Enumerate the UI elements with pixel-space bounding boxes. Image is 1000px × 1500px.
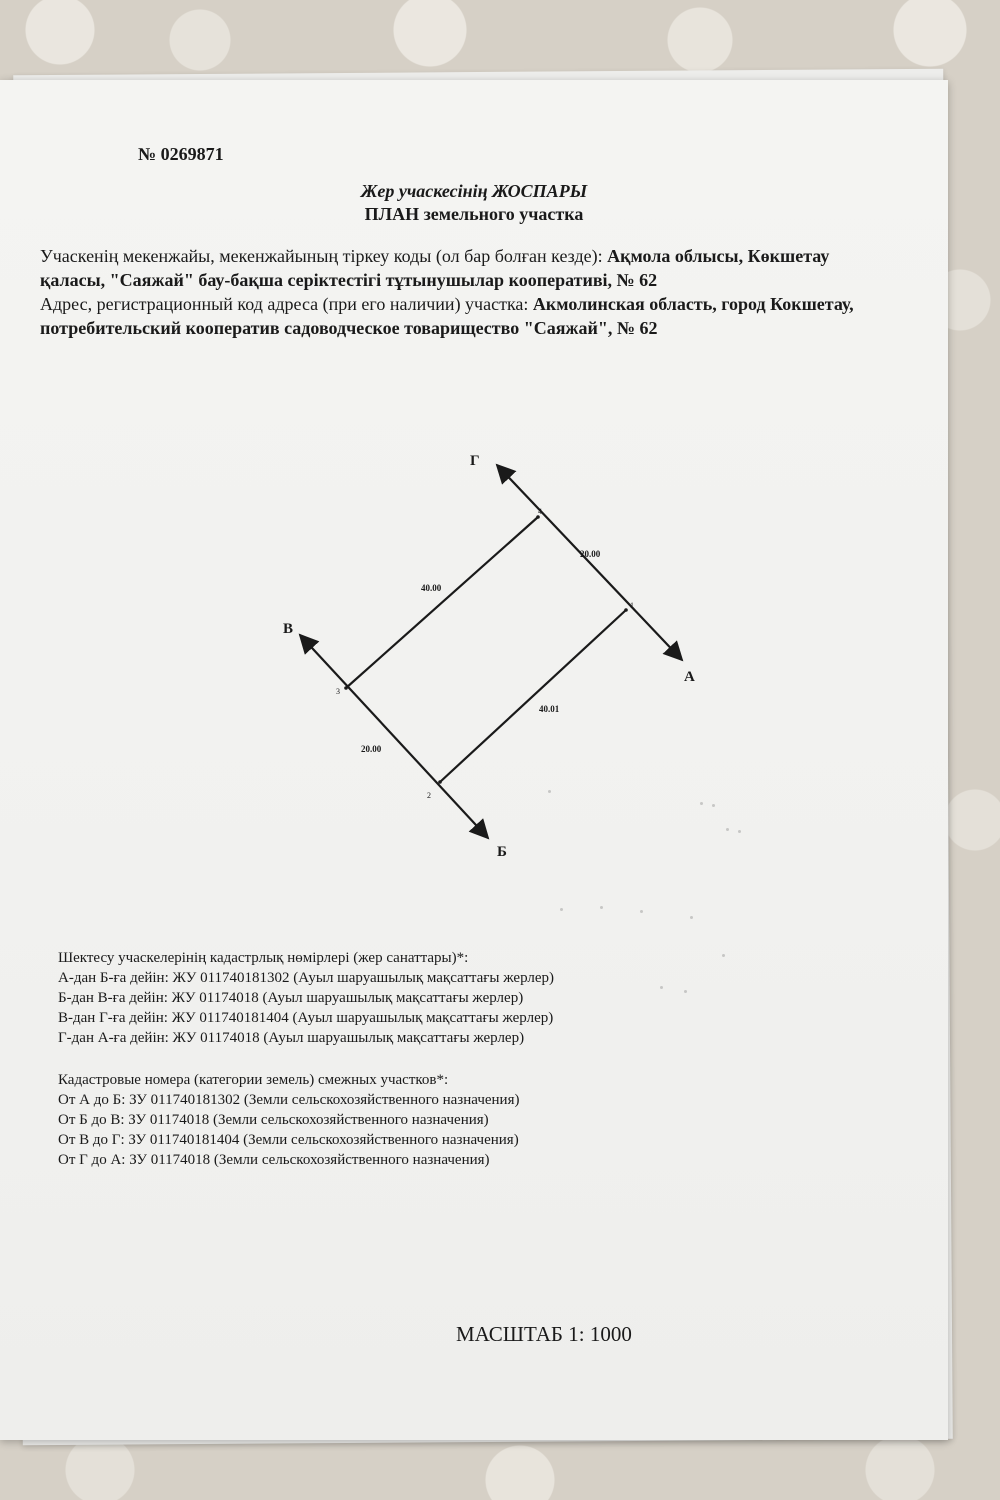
side-2-1 [440,610,626,782]
point-label-1: 1 [630,601,634,610]
adjacent-kazakh-item: Г-дан А-ға дейін: ЖУ 01174018 (Ауыл шаруашылық мақсаттағы жерлер) [58,1030,525,1046]
point-label-2: 2 [427,791,431,800]
address-russian-label: Адрес, регистрационный код адреса (при его наличии) участка: [40,294,533,314]
adjacent-kazakh-item: А-дан Б-ға дейін: ЖУ 011740181302 (Ауыл шаруашылық мақсаттағы жерлер) [58,970,555,986]
direction-label-b: Б [497,844,507,860]
document-number: № 0269871 [138,144,224,164]
list-spacer [58,1048,758,1070]
side-length-1-2: 40.01 [539,704,560,714]
adjacent-russian-item: От В до Г: ЗУ 011740181404 (Земли сельскохозяйственного назначения) [58,1132,519,1148]
adjacent-russian-item: От А до Б: ЗУ 011740181302 (Земли сельскохозяйственного назначения) [58,1092,520,1108]
direction-label-g: Г [470,453,480,469]
boundary-line-v-b [300,635,488,838]
boundary-line-g-a [497,465,682,660]
land-plot-plan-document [0,80,948,1440]
side-length-3-4: 40.00 [421,583,442,593]
adjacent-russian-item: От Б до В: ЗУ 01174018 (Земли сельскохозяйственного назначения) [58,1112,489,1128]
adjacent-russian-item: От Г до А: ЗУ 01174018 (Земли сельскохозяйственного назначения) [58,1152,490,1168]
direction-label-v: В [283,621,294,637]
point-label-3: 3 [336,687,340,696]
title-kazakh: Жер учаскесінің ЖОСПАРЫ [360,181,588,201]
plot-plan-drawing [0,80,948,1440]
adjacent-kazakh-heading: Шектесу учаскелерінің кадастрлық нөмірлері (жер санаттары)*: [58,950,469,966]
side-length-2-3: 20.00 [361,744,382,754]
vertex-marker-2 [438,780,442,784]
adjacent-plots-lists [58,948,758,1170]
address-kazakh-label: Учаскенің мекенжайы, мекенжайының тіркеу коды (ол бар болған кезде): [40,246,608,266]
adjacent-kazakh-item: В-дан Г-ға дейін: ЖУ 011740181404 (Ауыл шаруашылық мақсаттағы жерлер) [58,1010,554,1026]
vertex-marker-1 [624,608,628,612]
address-russian-value: Акмолинская область, город Кокшетау, потребительский кооператив садоводческое товарищество "Саяжай", № 62 [40,294,854,338]
adjacent-kazakh-item: Б-дан В-ға дейін: ЖУ 01174018 (Ауыл шаруашылық мақсаттағы жерлер) [58,990,524,1006]
adjacent-russian-heading: Кадастровые номера (категории земель) смежных участков*: [58,1072,449,1088]
title-russian: ПЛАН земельного участка [364,204,584,224]
point-label-4: 4 [538,507,542,516]
side-length-4-1: 20.00 [580,549,601,559]
direction-label-a: А [684,669,695,685]
scale-label: МАСШТАБ 1: 1000 [456,1322,632,1346]
side-3-4 [346,517,538,688]
address-kazakh-value: Ақмола облысы, Көкшетау қаласы, "Саяжай" бау-бақша серіктестігі тұтынушылар кооперативі, № 62 [40,246,830,290]
vertex-marker-3 [344,686,348,690]
